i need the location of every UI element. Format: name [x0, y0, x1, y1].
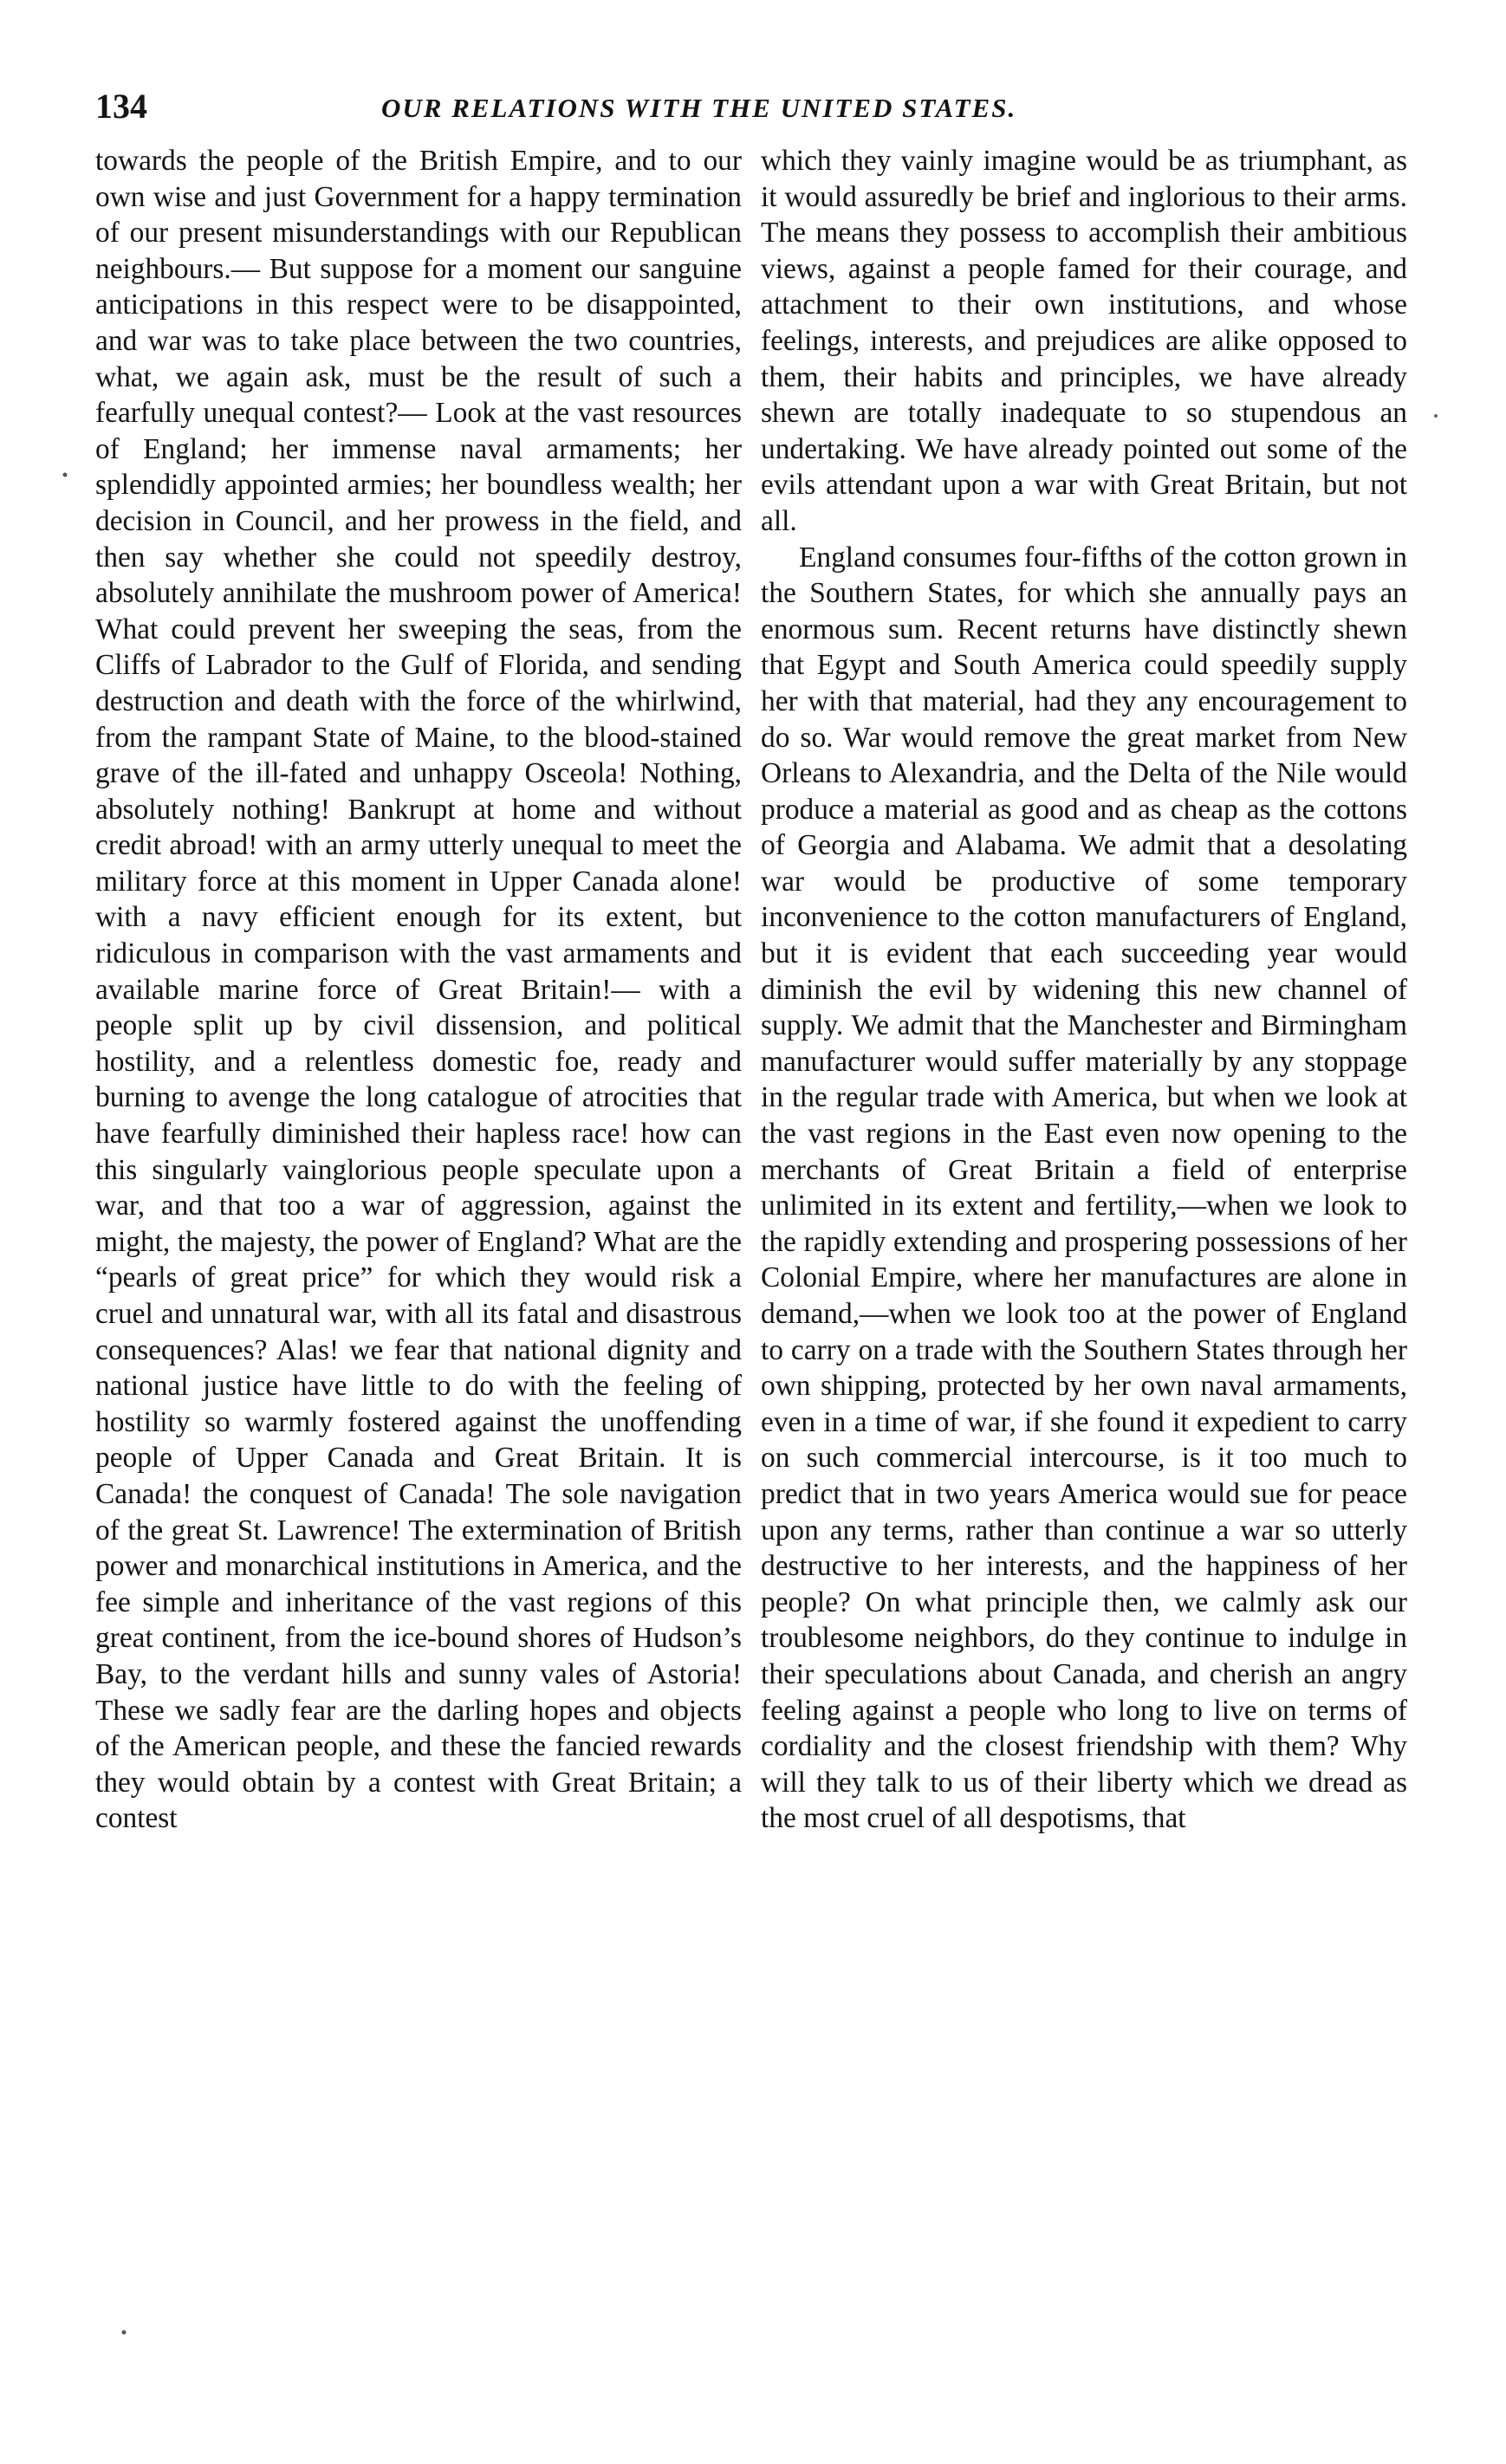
ink-speck	[1434, 414, 1438, 418]
running-title: OUR RELATIONS WITH THE UNITED STATES.	[381, 93, 1017, 123]
right-paragraph-2: England consumes four-fifths of the cotton grown in the Southern States, for which she annually pays an enormous sum. Recent returns have distinctly shewn that Egypt and South America could speedily supply her with that material, had they any encouragement to do so. War would remove the great market from New Orleans to Alexandria, and the Delta of the Nile would produce a material as good and as cheap as the cottons of Georgia and Alabama. We admit that a desolating war would be productive of some temporary inconvenience to the cotton manufacturers of England, but it is evident that each succeeding year would diminish the evil by widening this new channel of supply. We admit that the Manchester and Birmingham manufacturer would suffer materially by any stoppage in the regular trade with America, but when we look at the vast regions in the East even now opening to the merchants of Great Britain a field of enterprise unlimited in its extent and fertility,—when we look to the rapidly extending and prospering possessions of her Colonial Empire, where her manufactures are alone in demand,—when we look too at the power of England to carry on a trade with the Southern States through her own shipping, protected by her own naval armaments, even in a time of war, if she found it expedient to carry on such commercial intercourse, is it too much to predict that in two years America would sue for peace upon any terms, rather than continue a war so utterly destructive to her interests, and the happiness of her people? On what principle then, we calmly ask our troublesome neighbors, do they continue to indulge in their speculations about Canada, and cherish an angry feeling against a people who long to live on terms of cordiality and the closest friendship with them? Why will they talk to us of their liberty which we dread as the most cruel of all despotisms, that	[761, 541, 1407, 1835]
right-paragraph-1: which they vainly imagine would be as triumphant, as it would assuredly be brief and inglorious to their arms. The means they possess to accomplish their ambitious views, against a people famed for their courage, and attachment to their own institutions, and whose feelings, interests, and prejudices are alike opposed to them, their habits and principles, we have already shewn are totally inadequate to so stupendous an undertaking. We have already pointed out some of the evils attendant upon a war with Great Britain, but not all.	[761, 145, 1407, 537]
ink-speck	[122, 2331, 127, 2335]
ink-speck	[63, 473, 68, 477]
page-number: 134	[95, 87, 147, 126]
left-paragraph-1: towards the people of the British Empire, and to our own wise and just Government for a happy termination of our present misunderstandings with our Republican neighbours.— But suppose for a moment our sanguine anticipations in this respect were to be disappointed, and war was to take place between the two countries, what, we again ask, must be the result of such a fearfully unequal contest?— Look at the vast resources of England; her immense naval armaments; her splendidly appointed armies; her boundless wealth; her decision in Council, and her prowess in the field, and then say whether she could not speedily destroy, absolutely annihilate the mushroom power of America! What could prevent her sweeping the seas, from the Cliffs of Labrador to the Gulf of Florida, and sending destruction and death with the force of the whirlwind, from the rampant State of Maine, to the blood-stained grave of the ill-fated and unhappy Osceola! Nothing, absolutely nothing! Bankrupt at home and without credit abroad! with an army utterly unequal to meet the military force at this moment in Upper Canada alone! with a navy efficient enough for its extent, but ridiculous in comparison with the vast armaments and available marine force of Great Britain!— with a people split up by civil dissension, and political hostility, and a relentless domestic foe, ready and burning to avenge the long catalogue of atrocities that have fearfully diminished their hapless race! how can this singularly vainglorious people speculate upon a war, and that too a war of aggression, against the might, the majesty, the power of England? What are the “pearls of great price” for which they would risk a cruel and unnatural war, with all its fatal and disastrous consequences? Alas! we fear that national dignity and national justice have little to do with the feeling of hostility so warmly fostered against the unoffending people of Upper Canada and Great Britain. It is Canada! the conquest of Canada! The sole navigation of the great St. Lawrence! The extermination of British power and monarchical institutions in America, and the fee simple and inheritance of the vast regions of this great continent, from the ice-bound shores of Hudson’s Bay, to the verdant hills and sunny vales of Astoria! These we sadly fear are the darling hopes and objects of the American people, and these the fancied rewards they would obtain by a contest with Great Britain; a contest	[95, 145, 742, 1835]
